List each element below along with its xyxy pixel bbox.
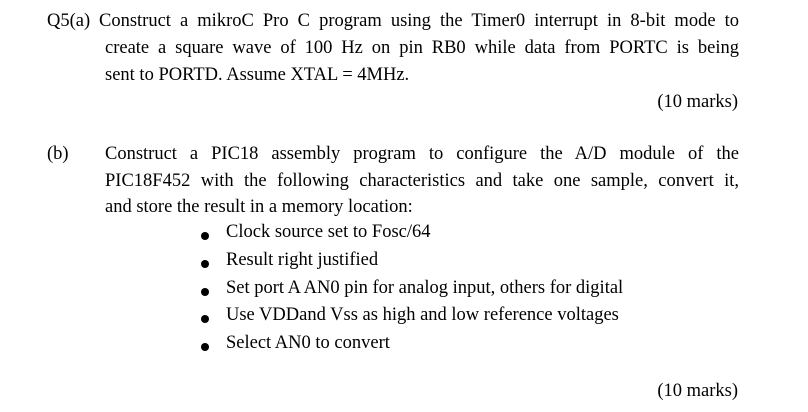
bullet-item: Clock source set to Fosc/64 [226, 222, 431, 242]
bullet-marker [201, 288, 209, 296]
marks-a: (10 marks) [657, 92, 738, 112]
bullet-marker [201, 343, 209, 351]
question-b-line-2: PIC18F452 with the following characteristics and take one sample, convert it, [105, 171, 739, 191]
bullet-marker [201, 232, 209, 240]
question-b-line-1: Construct a PIC18 assembly program to configure the A/D module of the [105, 144, 739, 164]
question-b-line-3: and store the result in a memory location: [105, 197, 413, 217]
bullet-item: Set port A AN0 pin for analog input, others for digital [226, 278, 624, 298]
question-label-b: (b) [47, 144, 69, 164]
bullet-marker [201, 260, 209, 268]
question-label-a: Q5(a) [47, 11, 91, 31]
question-a-line-3: sent to PORTD. Assume XTAL = 4MHz. [105, 65, 410, 85]
marks-b: (10 marks) [657, 381, 738, 401]
bullet-item: Select AN0 to convert [226, 333, 390, 353]
question-a-line-1: Construct a mikroC Pro C program using the Timer0 interrupt in 8-bit mode to [99, 11, 739, 31]
question-a-line-2: create a square wave of 100 Hz on pin RB0 while data from PORTC is being [105, 38, 739, 58]
bullet-marker [201, 315, 209, 323]
bullet-item: Result right justified [226, 250, 379, 270]
bullet-item: Use VDDand Vss as high and low reference voltages [226, 305, 619, 325]
